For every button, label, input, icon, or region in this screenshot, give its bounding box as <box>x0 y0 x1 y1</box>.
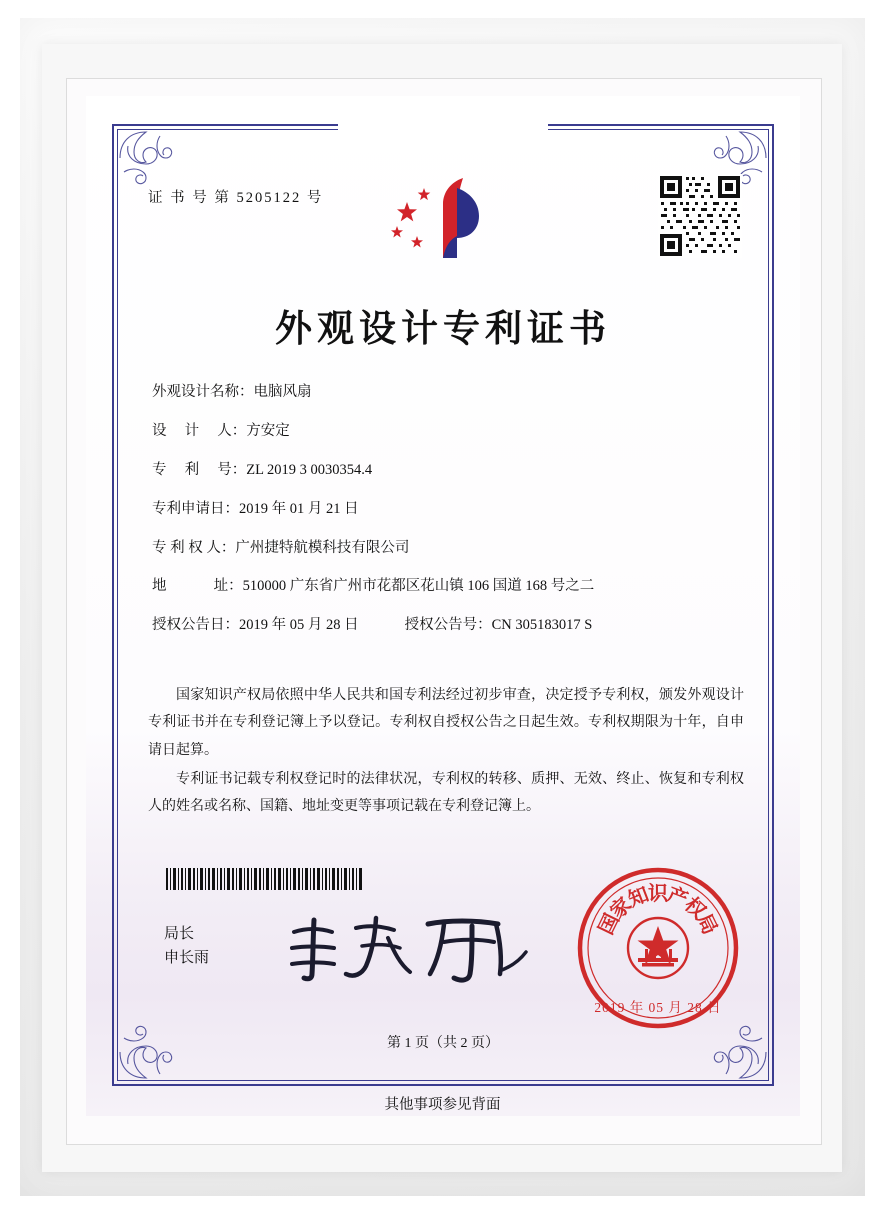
grant-date-value: 2019 年 05 月 28 日 <box>239 617 359 634</box>
field-grant-announcement <box>152 617 740 634</box>
field-application-date <box>152 501 740 518</box>
field-value: 方安定 <box>246 422 290 439</box>
field-design-name <box>152 384 740 401</box>
cnipa-logo-icon <box>383 174 503 270</box>
signature-block <box>164 922 209 970</box>
field-list <box>152 384 740 656</box>
grant-number-label: 授权公告号： <box>404 617 492 634</box>
paragraph-1: 国家知识产权局依照中华人民共和国专利法经过初步审查，决定授予专利权，颁发外观设计专利证书并在专利登记簿上予以登记。专利权自授权公告之日起生效。专利权期限为十年，自申请日起算。 <box>148 688 744 758</box>
svg-text:识: 识 <box>648 881 668 905</box>
field-label: 设 计 人： <box>152 422 247 439</box>
handwritten-signature-icon <box>276 908 546 988</box>
field-patent-number <box>152 462 740 479</box>
page-indicator: 第 1 页（共 2 页） <box>387 1036 499 1051</box>
grant-number-value: CN 305183017 S <box>491 617 593 634</box>
certificate-number: 证 书 号 第 5205122 号 <box>148 190 324 206</box>
barcode-icon <box>166 868 362 890</box>
field-label: 专 利 号： <box>152 461 247 478</box>
legal-text <box>148 682 744 822</box>
field-label: 外观设计名称： <box>152 384 254 400</box>
footnote: 其他事项参见背面 <box>384 1097 501 1113</box>
svg-text:权: 权 <box>680 892 712 924</box>
page-title: 外观设计专利证书 <box>275 306 611 350</box>
qr-code-icon <box>658 174 742 258</box>
field-address <box>152 578 740 595</box>
border-gap <box>338 112 548 152</box>
paragraph-2: 专利证书记载专利权登记时的法律状况，专利权的转移、质押、无效、终止、恢复和专利权人的姓名或名称、国籍、地址变更等事项记载在专利登记簿上。 <box>148 771 744 815</box>
field-value: 2019 年 01 月 21 日 <box>239 500 359 517</box>
grant-date-label: 授权公告日： <box>152 617 239 634</box>
field-label: 专利申请日： <box>152 500 239 517</box>
field-patentee <box>152 540 740 557</box>
svg-text:知: 知 <box>624 881 652 912</box>
svg-text:局: 局 <box>692 909 723 939</box>
svg-text:产: 产 <box>664 881 692 912</box>
field-value: ZL 2019 3 0030354.4 <box>246 461 373 478</box>
field-value: 广州捷特航模科技有限公司 <box>235 539 410 556</box>
field-label: 地 址： <box>152 578 243 595</box>
field-label: 专 利 权 人： <box>152 539 236 556</box>
field-value: 510000 广东省广州市花都区花山镇 106 国道 168 号之二 <box>242 578 595 595</box>
seal-date: 2019 年 05 月 28 日 <box>594 1000 722 1015</box>
svg-text:国: 国 <box>593 909 624 939</box>
field-designer <box>152 423 740 440</box>
corner-flourish-icon <box>116 128 182 194</box>
certificate-sheet <box>86 96 800 1116</box>
signature-name: 申长雨 <box>164 950 210 966</box>
svg-text:家: 家 <box>604 892 636 924</box>
signature-role: 局长 <box>164 926 195 942</box>
field-value: 电脑风扇 <box>253 384 312 400</box>
